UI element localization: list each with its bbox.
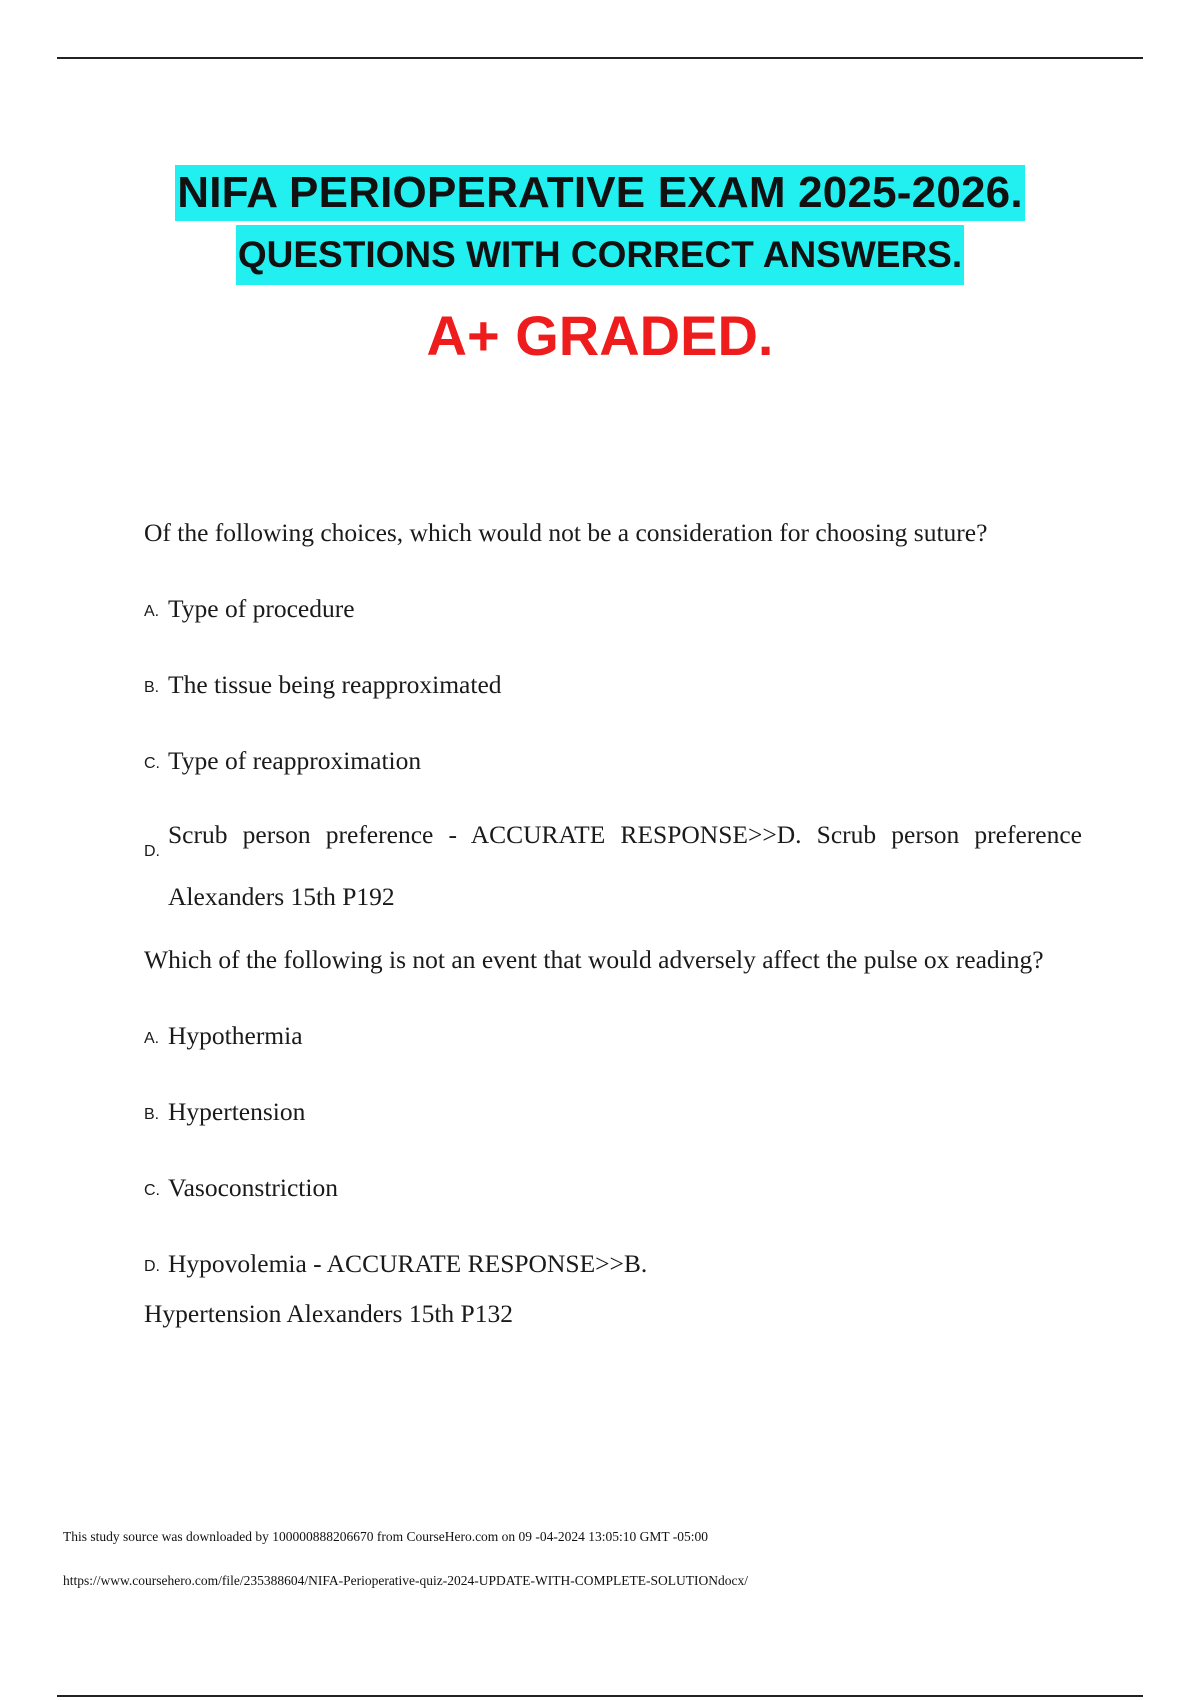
option-item — [144, 667, 1082, 703]
option-letter: D. — [144, 1258, 160, 1275]
option-letter: C. — [144, 755, 160, 772]
question-2: Which of the following is not an event that would adversely affect the pulse ox reading? — [144, 945, 1044, 974]
document-header — [0, 165, 1200, 371]
option-item — [144, 743, 1082, 779]
option-item-answer — [144, 804, 1082, 928]
option-item — [144, 1018, 1082, 1054]
option-text: Type of procedure — [168, 594, 355, 623]
source-url[interactable]: https://www.coursehero.com/file/235388604/NIFA-Perioperative-quiz-2024-UPDATE-WITH-COMPLETE-SOLUTIONdocx/ — [63, 1573, 748, 1588]
question-1: Of the following choices, which would not be a consideration for choosing suture? — [144, 518, 988, 547]
grade-label: A+ GRADED. — [426, 304, 774, 367]
option-item — [144, 591, 1082, 627]
top-rule — [57, 57, 1143, 59]
option-item — [144, 1094, 1082, 1130]
download-notice: This study source was downloaded by 100000888206670 from CourseHero.com on 09 -04-2024 13:05:10 GMT -05:00 — [63, 1529, 709, 1544]
option-text: Hypovolemia - ACCURATE RESPONSE>>B. — [168, 1249, 648, 1278]
option-letter: A. — [144, 603, 160, 620]
option-item-answer — [144, 1246, 1082, 1282]
question-2-options — [144, 1018, 1082, 1282]
option-text: Scrub person preference - ACCURATE RESPONSE>>D. Scrub person preference Alexanders 15th P192 — [168, 820, 1082, 911]
option-letter: C. — [144, 1182, 160, 1199]
title-line-2: QUESTIONS WITH CORRECT ANSWERS. — [236, 225, 964, 285]
option-text: Hypothermia — [168, 1021, 303, 1050]
option-letter: A. — [144, 1030, 160, 1047]
document-body — [144, 515, 1082, 1332]
title-line-1: NIFA PERIOPERATIVE EXAM 2025-2026. — [175, 165, 1025, 221]
option-letter: B. — [144, 1106, 160, 1123]
bottom-rule — [57, 1695, 1143, 1697]
question-1-options — [144, 591, 1082, 928]
option-text: Hypertension — [168, 1097, 306, 1126]
option-text: The tissue being reapproximated — [168, 670, 502, 699]
answer-reference: Hypertension Alexanders 15th P132 — [144, 1299, 513, 1328]
option-item — [144, 1170, 1082, 1206]
option-text: Type of reapproximation — [168, 746, 422, 775]
option-letter: B. — [144, 679, 160, 696]
option-letter: D. — [144, 843, 160, 860]
option-text: Vasoconstriction — [168, 1173, 338, 1202]
